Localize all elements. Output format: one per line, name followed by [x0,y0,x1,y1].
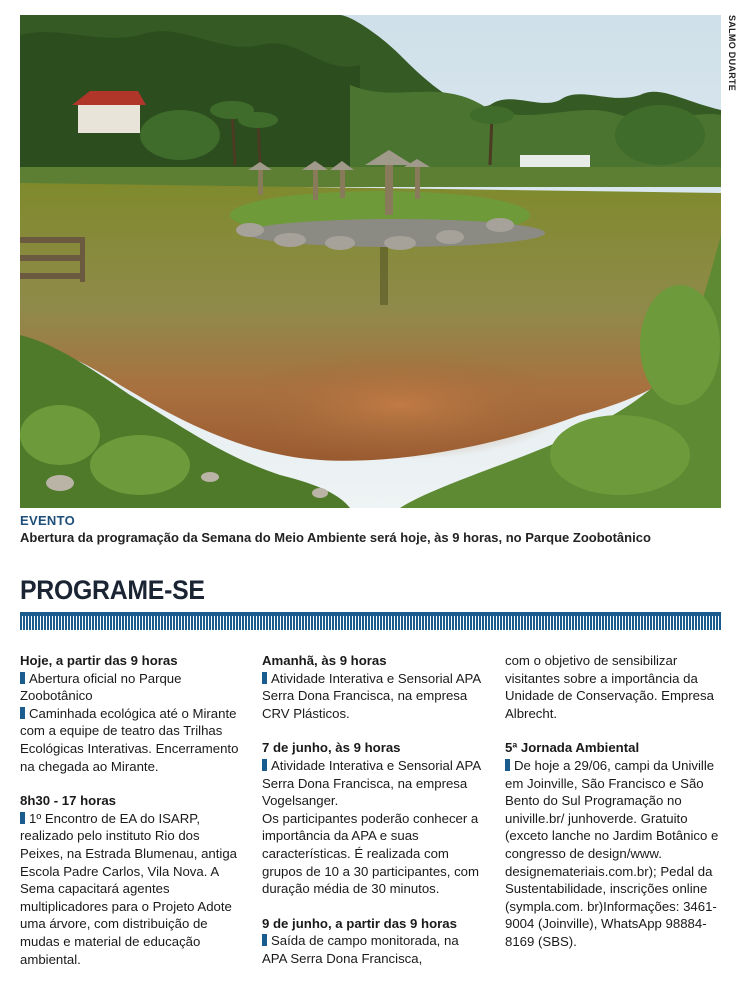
schedule-column-1 [20,652,242,968]
photo-caption: Abertura da programação da Semana do Meio Ambiente será hoje, às 9 horas, no Parque Zoobotânico [20,530,651,545]
schedule-item-text: Caminhada ecológica até o Mirante com a equipe de teatro das Trilhas Ecológicas Interativas. Encerramento na chegada ao Mirante. [20,705,239,774]
schedule-item [20,705,242,775]
schedule-item [262,757,484,810]
schedule-item [262,670,484,723]
schedule-item-text: Atividade Interativa e Sensorial APA Serra Dona Francisca, na empresa CRV Plásticos. [262,670,481,721]
schedule-item-text: De hoje a 29/06, campi da Univille em Joinville, São Francisco e São Bento do Sul Programação no univille.br/ junhoverde. Gratuito (exceto lanche no Jardim Botânico e congresso de design/www. designemateriais.com.br); Pedal da Sustentabilidade, inscrições online (sympla.com. br)Informações: 3461-9004 (Joinville), WhatsApp 98884-8169 (SBS). [505,757,719,949]
schedule-item [20,810,242,968]
photo-credit-text: SALMO DUARTE [727,15,737,92]
schedule-heading: 7 de junho, às 9 horas [262,740,401,756]
bullet-icon [20,672,25,684]
park-lake-illustration [20,15,721,508]
bullet-icon [262,934,267,946]
park-lake-photo [20,15,721,508]
schedule-heading: 5ª Jornada Ambiental [505,740,640,756]
schedule-heading: Hoje, a partir das 9 horas [20,653,178,668]
schedule-item-text: Saída de campo monitorada, na APA Serra Dona Francisca, [262,933,459,966]
schedule-item [262,932,484,967]
schedule-heading: 9 de junho, a partir das 9 horas [262,915,457,931]
schedule-item [20,670,242,705]
schedule-heading: Amanhã, às 9 horas [262,653,387,668]
schedule-column-3 [505,652,723,951]
section-title: PROGRAME-SE [20,575,205,605]
schedule-item-text: 1º Encontro de EA do ISARP, realizado pelo instituto Rio dos Peixes, na Estrada Blumenau, antiga Escola Padre Carlos, Vila Nova. A Sema capacitará agentes multiplicadores para o Projeto Adote uma árvore, com distribuição de mudas e material de educação ambiental. [20,810,237,967]
section-divider [20,612,721,630]
bullet-icon [505,759,510,771]
schedule-item [505,757,723,951]
schedule-heading: 8h30 - 17 horas [20,793,117,809]
schedule-paragraph: Os participantes poderão conhecer a importância da APA e suas características. É realizada com grupos de 10 a 30 participantes, com duração média de 30 minutos. [262,810,479,897]
bullet-icon [262,759,267,771]
schedule-item-text: Atividade Interativa e Sensorial APA Serra Dona Francisca, na empresa Vogelsanger. [262,757,481,809]
bullet-icon [262,672,267,684]
bullet-icon [20,707,25,719]
photo-credit [725,15,739,135]
bullet-icon [20,812,25,824]
schedule-column-2 [262,652,484,968]
caption-kicker: EVENTO [20,513,76,528]
schedule-paragraph: com o objetivo de sensibilizar visitantes sobre a importância da Unidade de Conservação. Empresa Albrecht. [505,653,714,721]
schedule-item-text: Abertura oficial no Parque Zoobotânico [20,670,182,704]
